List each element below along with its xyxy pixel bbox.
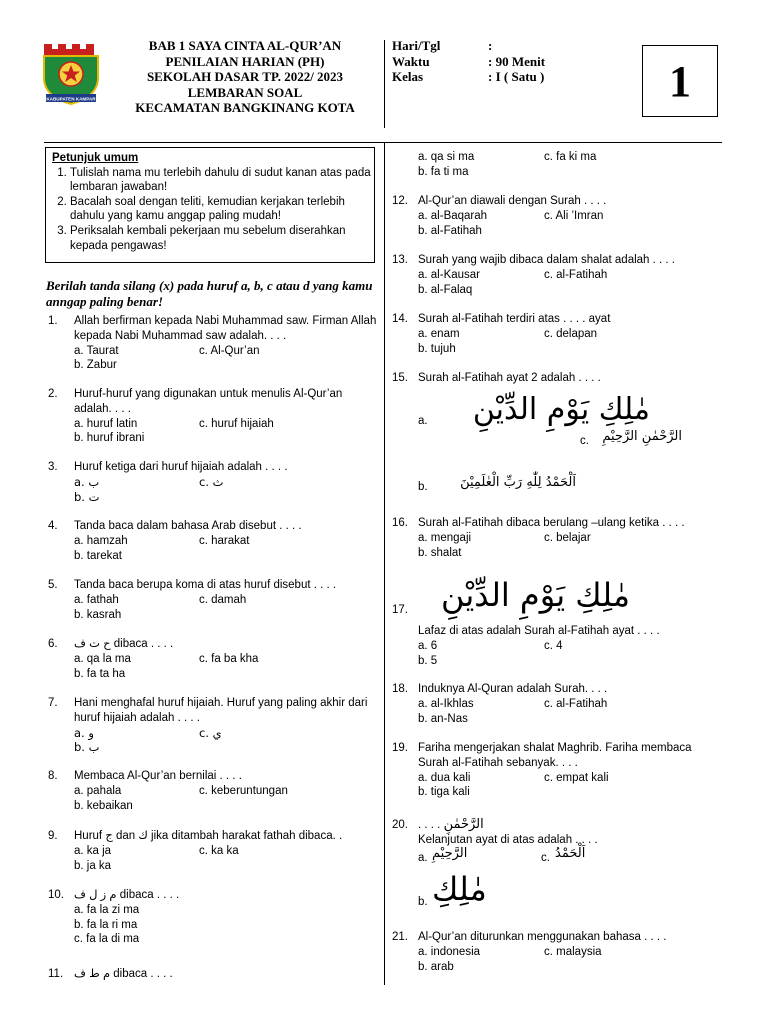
- option-c[interactable]: c. damah: [199, 593, 247, 606]
- option-a-label[interactable]: a.: [418, 415, 428, 427]
- question-arabic: الرَّحْمٰنِ: [443, 817, 484, 832]
- instruction-item: 3. Periksalah kembali pekerjaan mu sebelum diserahkan kepada pengawas!: [70, 224, 374, 253]
- option-b[interactable]: b. ت: [74, 489, 100, 504]
- question-text: Tanda baca dalam bahasa Arab disebut . . . .: [74, 520, 302, 532]
- header-line: PENILAIAN HARIAN (PH): [165, 53, 325, 69]
- question-12: [392, 194, 724, 238]
- option-b[interactable]: b. fa ti ma: [418, 165, 469, 178]
- instruction-item: 2. Bacalah soal dengan teliti, kemudian kerjakan terlebih dahulu yang kamu anggap paling mudah!: [70, 195, 374, 224]
- question-10: [48, 888, 380, 947]
- question-text: Huruf ketiga dari huruf hijaiah adalah . . . .: [74, 461, 288, 473]
- question-number: 18.: [392, 683, 408, 695]
- instructions-title: Petunjuk umum: [52, 152, 139, 164]
- option-b[interactable]: b. al-Falaq: [418, 283, 473, 296]
- header-line: SEKOLAH DASAR TP. 2022/ 2023: [146, 69, 344, 84]
- option-b[interactable]: b. tiga kali: [418, 786, 470, 799]
- option-b[interactable]: b. ja ka: [74, 859, 112, 872]
- question-text: Huruf-huruf yang digunakan untuk menulis Al-Qur’an adalah. . . .: [74, 388, 343, 415]
- kampar-regency-logo: [40, 40, 102, 106]
- question-2: [48, 387, 380, 446]
- option-c[interactable]: c. ka ka: [199, 844, 239, 857]
- option-c[interactable]: c. fa ba kha: [199, 652, 259, 665]
- question-number: 8.: [48, 770, 58, 782]
- option-a-arabic[interactable]: الرَّحِيْمِ: [432, 846, 468, 861]
- option-c[interactable]: c. empat kali: [544, 771, 609, 784]
- exam-info: [392, 38, 545, 85]
- question-number: 11.: [48, 968, 64, 980]
- option-a-arabic[interactable]: مٰلِكِ يَوْمِ الدِّيْنِ: [472, 392, 650, 427]
- question-3: [48, 460, 380, 504]
- option-c[interactable]: c. fa la di ma: [74, 933, 140, 946]
- info-value: :: [488, 38, 493, 53]
- question-number: 5.: [48, 579, 58, 591]
- option-a[interactable]: a. mengaji: [418, 531, 472, 544]
- option-c[interactable]: c. malaysia: [544, 945, 602, 958]
- question-number: 12.: [392, 195, 408, 207]
- question-text: Surah yang wajib dibaca dalam shalat adalah . . . .: [418, 254, 675, 266]
- header-rule: [44, 142, 722, 143]
- option-c-arabic[interactable]: الرَّحْمٰنِ الرَّحِيْمِ: [602, 429, 682, 444]
- question-number: 15.: [392, 372, 408, 384]
- question-1: [48, 314, 380, 373]
- option-c-arabic[interactable]: اَلْحَمْدُ: [555, 846, 586, 861]
- question-text: Membaca Al-Qur’an bernilai . . . .: [74, 770, 242, 782]
- info-label: Waktu: [392, 53, 430, 69]
- question-text: م ز ل ف dibaca . . . .: [74, 889, 180, 901]
- question-13: [392, 253, 724, 297]
- option-a[interactable]: a. al-Baqarah: [418, 209, 488, 222]
- info-label: Hari/Tgl: [392, 38, 441, 53]
- question-number: 13.: [392, 254, 408, 266]
- option-b-label[interactable]: b.: [418, 896, 428, 908]
- option-a[interactable]: a. fathah: [74, 593, 119, 606]
- option-c[interactable]: c. al-Fatihah: [544, 697, 608, 710]
- option-c[interactable]: c. huruf hijaiah: [199, 417, 274, 430]
- option-a[interactable]: a. indonesia: [418, 945, 481, 958]
- instruction-item: 1. Tulislah nama mu terlebih dahulu di sudut kanan atas pada lembaran jawaban!: [70, 166, 374, 195]
- info-value: : 90 Menit: [488, 53, 546, 69]
- school-header: [110, 38, 380, 116]
- option-b[interactable]: b. shalat: [418, 546, 462, 559]
- option-b[interactable]: b. Zabur: [74, 359, 117, 372]
- option-c[interactable]: c. Al-Qur’an: [199, 344, 260, 357]
- question-text: Lafaz di atas adalah Surah al-Fatihah ayat . . . .: [418, 625, 660, 637]
- option-a[interactable]: a. Taurat: [74, 344, 119, 357]
- option-a[interactable]: a. 6: [418, 639, 438, 652]
- option-a[interactable]: a. al-Ikhlas: [418, 697, 474, 710]
- question-number: 14.: [392, 313, 408, 325]
- question-number: 6.: [48, 638, 58, 650]
- question-number: 1.: [48, 315, 58, 327]
- question-number: 4.: [48, 520, 58, 532]
- question-text: Kelanjutan ayat di atas adalah . . . .: [418, 833, 598, 846]
- option-c[interactable]: c. 4: [544, 639, 563, 652]
- option-a[interactable]: a. qa si ma: [418, 151, 475, 163]
- question-text: Al-Qur’an diawali dengan Surah . . . .: [418, 195, 607, 207]
- question-number: 19.: [392, 742, 408, 754]
- header-line: LEMBARAN SOAL: [187, 84, 303, 100]
- option-b[interactable]: b. huruf ibrani: [74, 432, 145, 445]
- option-c[interactable]: c. keberuntungan: [199, 784, 288, 797]
- question-text: Fariha mengerjakan shalat Maghrib. Fariha membaca Surah al-Fatihah sebanyak. . . .: [418, 742, 692, 769]
- option-b[interactable]: b. kasrah: [74, 608, 122, 621]
- question-19: [392, 741, 724, 800]
- question-11: [48, 967, 380, 982]
- question-text: Allah berfirman kepada Nabi Muhammad saw. Firman Allah kepada Nabi Muhammad saw adalah. . . .: [74, 315, 377, 342]
- question-number: 20.: [392, 819, 408, 831]
- option-b[interactable]: b. ب: [74, 740, 100, 755]
- column-divider: [384, 143, 385, 985]
- question-number: 16.: [392, 517, 408, 529]
- question-17-arabic: مٰلِكِ يَوْمِ الدِّيْنِ: [441, 576, 630, 614]
- question-4: [48, 519, 380, 563]
- question-5: [48, 578, 380, 622]
- header-line: KECAMATAN BANGKINANG KOTA: [135, 100, 355, 115]
- option-c[interactable]: c. delapan: [544, 327, 598, 340]
- question-14: [392, 312, 724, 356]
- option-b[interactable]: b. an-Nas: [418, 712, 468, 725]
- question-text: ح ت ف dibaca . . . .: [74, 638, 174, 650]
- option-a[interactable]: a. و: [74, 725, 94, 740]
- question-number: 9.: [48, 830, 58, 842]
- option-b[interactable]: b. tujuh: [418, 342, 456, 355]
- option-c[interactable]: c. fa ki ma: [544, 151, 597, 163]
- option-a[interactable]: a. hamzah: [74, 534, 128, 547]
- question-text: Surah al-Fatihah dibaca berulang –ulang ketika . . . .: [418, 517, 685, 529]
- question-8: [48, 769, 380, 813]
- option-a[interactable]: a. ب: [74, 474, 100, 489]
- option-b-arabic[interactable]: مٰلِكِ: [432, 870, 487, 908]
- page-number-box: 1: [642, 45, 718, 117]
- question-text: Al-Qur’an diturunkan menggunakan bahasa . . . .: [418, 931, 667, 943]
- question-number: 10.: [48, 889, 64, 901]
- question-text: Surah al-Fatihah terdiri atas . . . . ayat: [418, 313, 611, 325]
- question-9: [48, 829, 380, 873]
- header-line: BAB 1 SAYA CINTA AL-QUR’AN: [148, 38, 342, 53]
- info-label: Kelas: [392, 69, 424, 84]
- question-18: [392, 682, 724, 726]
- option-a[interactable]: a. dua kali: [418, 771, 471, 784]
- option-b-arabic[interactable]: اَلْحَمْدُ لِلّٰهِ رَبِّ الْعٰلَمِيْنَ: [460, 475, 576, 490]
- option-b[interactable]: b. fa ta ha: [74, 667, 126, 680]
- option-b-label[interactable]: b.: [418, 481, 428, 493]
- option-c[interactable]: c. ي: [199, 725, 222, 740]
- question-20: [392, 818, 724, 848]
- logo-caption: KABUPATEN KAMPAR: [46, 96, 96, 102]
- option-a[interactable]: a. enam: [418, 327, 460, 340]
- info-value: : I ( Satu ): [488, 69, 545, 84]
- question-number: 2.: [48, 388, 58, 400]
- option-a[interactable]: a. pahala: [74, 784, 122, 797]
- question-text: Huruf ج dan ك jika ditambah harakat fathah dibaca. .: [74, 830, 343, 842]
- question-text: Induknya Al-Quran adalah Surah. . . .: [418, 683, 608, 695]
- instructions-box: [45, 147, 375, 263]
- question-21: [392, 930, 724, 974]
- option-c[interactable]: c. al-Fatihah: [544, 268, 608, 281]
- question-number: 17.: [392, 604, 408, 616]
- option-b[interactable]: b. kebaikan: [74, 799, 133, 812]
- option-c[interactable]: c. belajar: [544, 531, 591, 544]
- option-b[interactable]: b. fa la ri ma: [74, 918, 138, 931]
- option-c[interactable]: c. Ali ’Imran: [544, 209, 604, 222]
- question-text: Surah al-Fatihah ayat 2 adalah . . . .: [418, 372, 601, 384]
- question-text: Tanda baca berupa koma di atas huruf disebut . . . .: [74, 579, 337, 591]
- option-c[interactable]: c. harakat: [199, 534, 250, 547]
- option-a[interactable]: a. huruf latin: [74, 417, 138, 430]
- question-16: [392, 516, 724, 560]
- question-15: [392, 371, 724, 386]
- option-b[interactable]: b. al-Fatihah: [418, 224, 482, 237]
- answer-instruction: Berilah tanda silang (x) pada huruf a, b, c atau d yang kamu anngap paling benar!: [46, 278, 373, 309]
- header-divider: [384, 40, 385, 128]
- option-a-label[interactable]: a.: [418, 852, 428, 864]
- question-number: 3.: [48, 461, 58, 473]
- option-b[interactable]: b. arab: [418, 960, 454, 973]
- question-7: [48, 696, 380, 755]
- question-text: م ط ف dibaca . . . .: [74, 968, 173, 980]
- question-text: Hani menghafal huruf hijaiah. Huruf yang paling akhir dari huruf hijaiah adalah . . . .: [74, 697, 368, 724]
- option-c-label[interactable]: c.: [541, 852, 550, 864]
- option-b[interactable]: b. tarekat: [74, 549, 122, 562]
- question-11-options: [392, 150, 724, 180]
- option-a[interactable]: a. qa la ma: [74, 652, 131, 665]
- option-b[interactable]: b. 5: [418, 654, 438, 667]
- option-a[interactable]: a. fa la zi ma: [74, 903, 140, 916]
- question-number: 7.: [48, 697, 58, 709]
- option-a[interactable]: a. ka ja: [74, 844, 112, 857]
- question-number: 21.: [392, 931, 408, 943]
- question-lead: . . . .: [418, 819, 444, 831]
- option-a[interactable]: a. al-Kausar: [418, 268, 481, 281]
- question-17: [392, 624, 724, 668]
- option-c-label[interactable]: c.: [580, 435, 589, 447]
- question-6: [48, 637, 380, 681]
- option-c[interactable]: c. ث: [199, 474, 224, 489]
